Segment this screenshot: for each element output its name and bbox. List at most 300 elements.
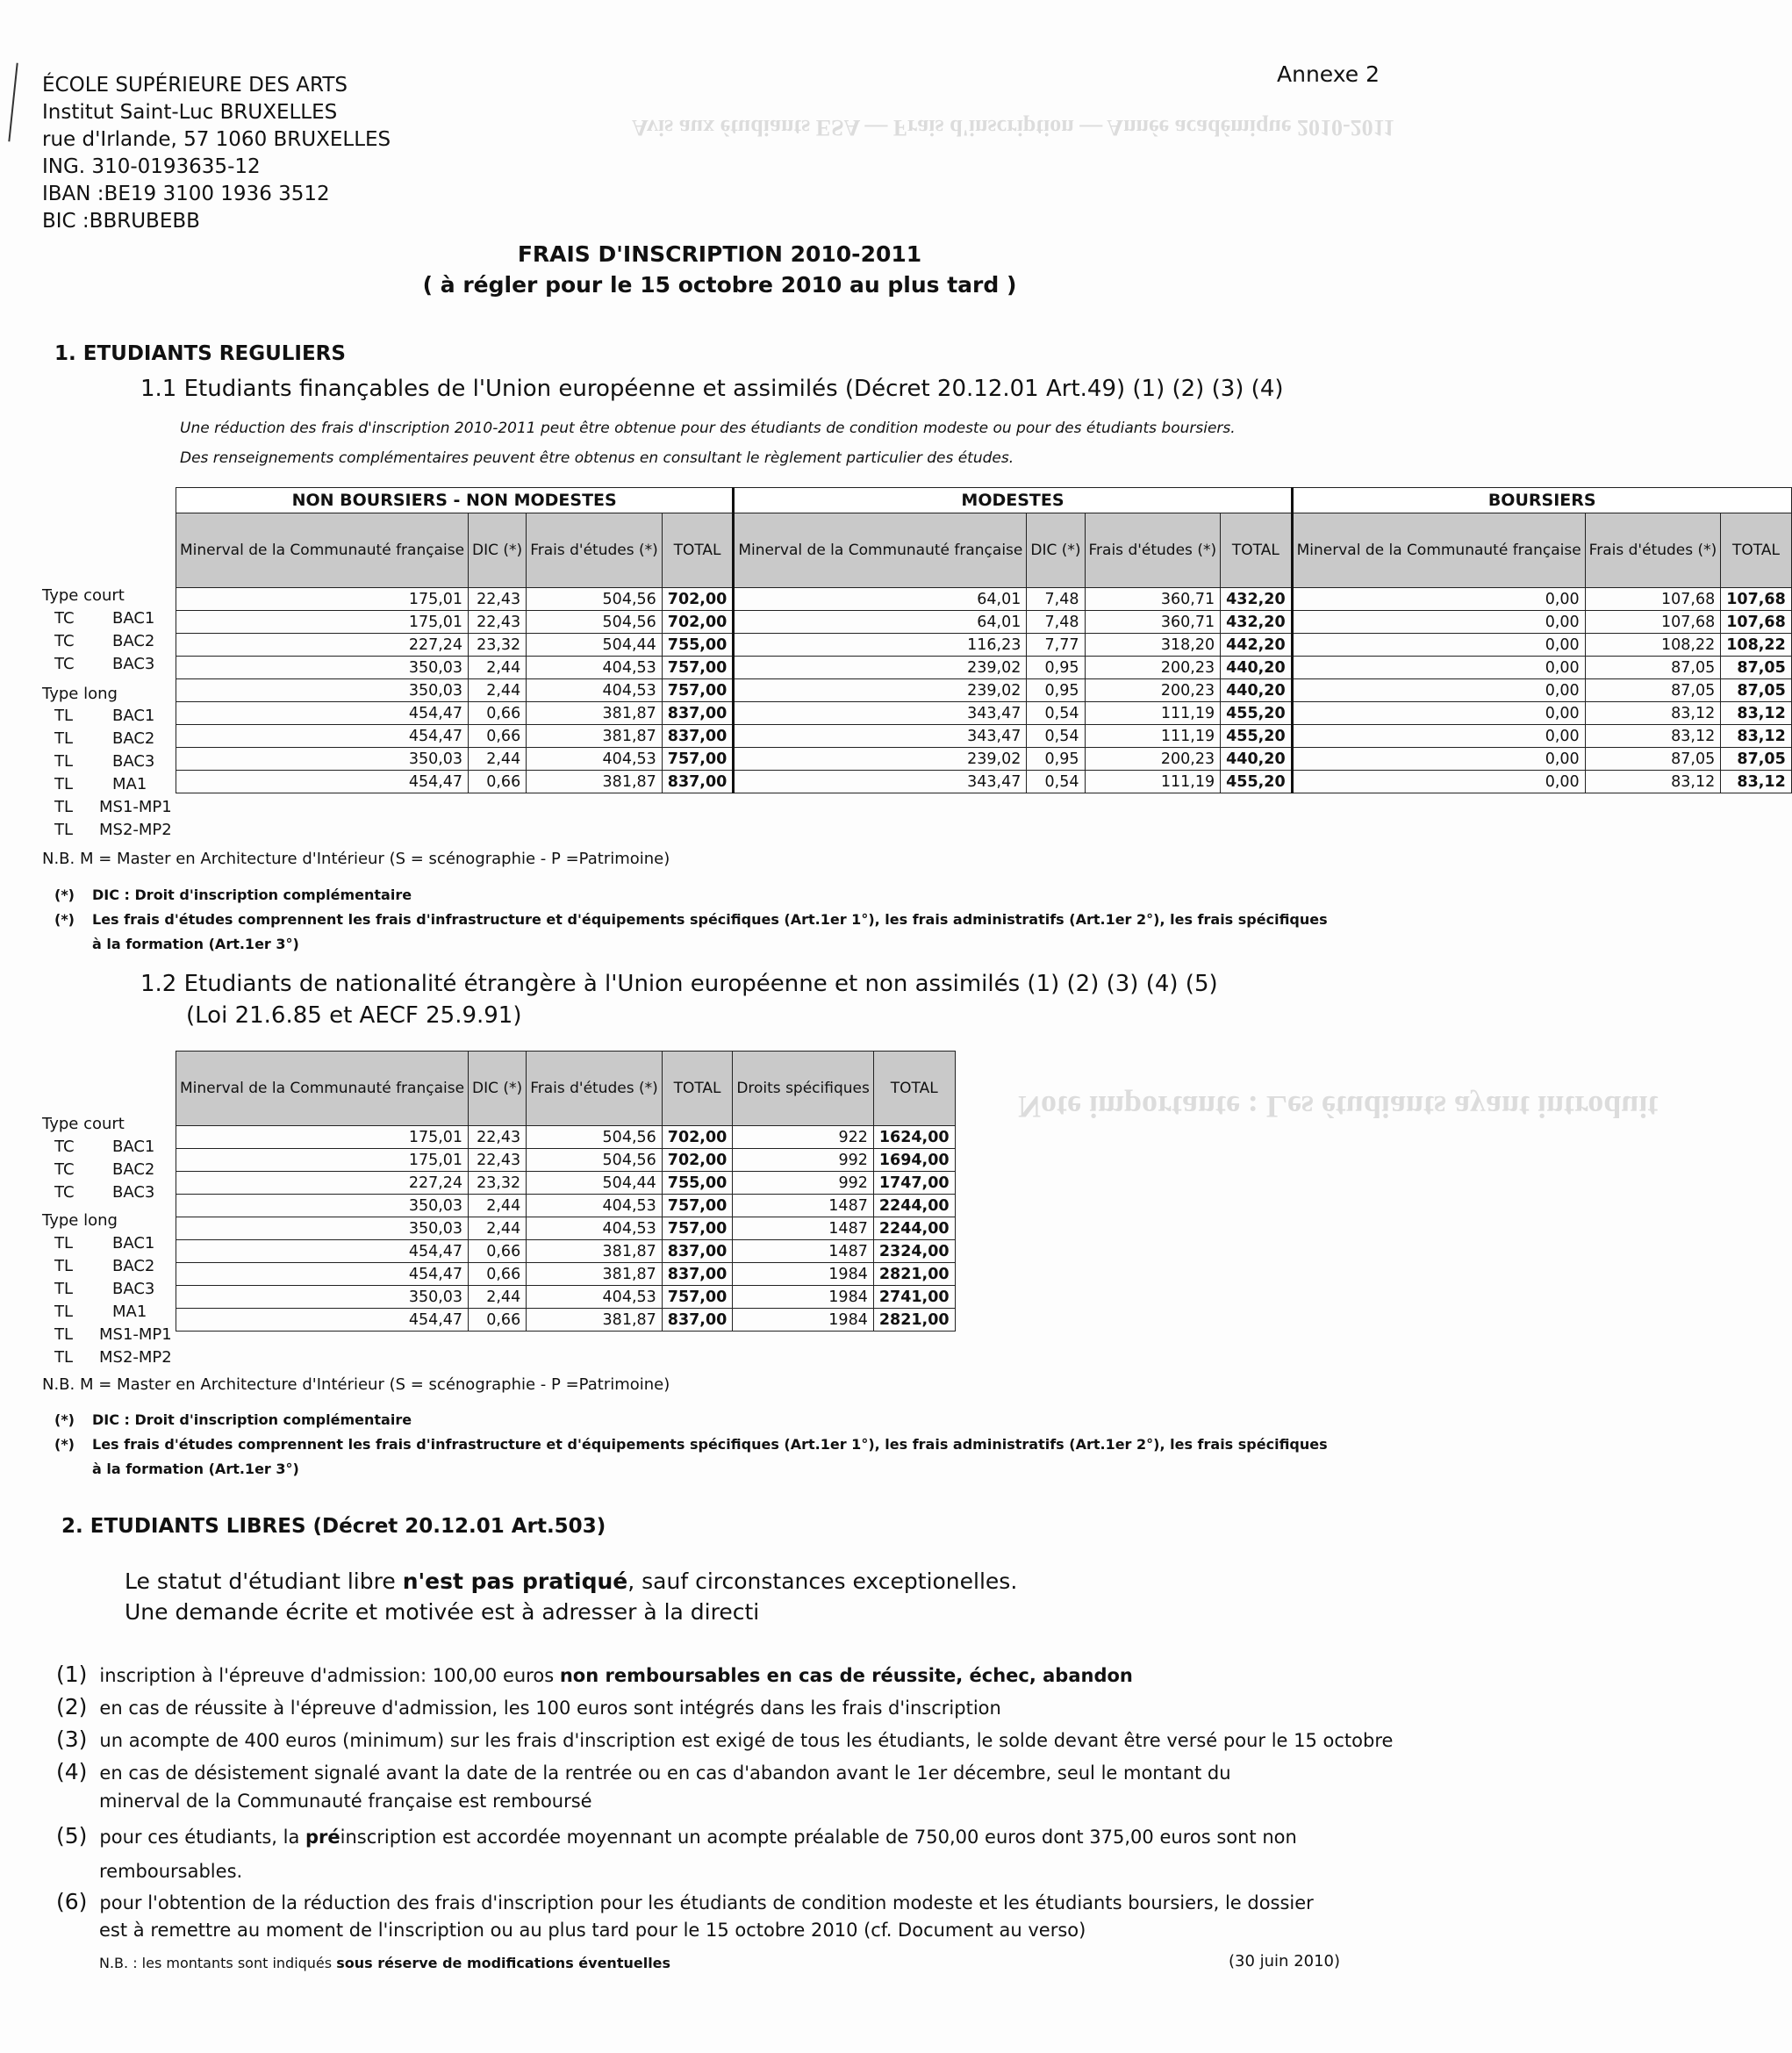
row-group-label: Type long (42, 685, 118, 703)
table-cell: 1984 (733, 1286, 874, 1309)
table-cell: 381,87 (527, 771, 663, 793)
address-line: IBAN :BE19 3100 1936 3512 (42, 183, 330, 205)
table-row (176, 725, 1792, 748)
table-cell: 755,00 (662, 1172, 733, 1195)
table-cell: 2741,00 (873, 1286, 955, 1309)
column-header: TOTAL (662, 513, 734, 588)
table-cell: 1984 (733, 1263, 874, 1286)
table-cell: 455,20 (1221, 771, 1293, 793)
footnote-bold: non remboursables en cas de réussite, échec, abandon (559, 1665, 1133, 1686)
table-cell: 87,05 (1721, 657, 1792, 679)
table-cell: 64,01 (734, 611, 1027, 634)
table-cell: 0,54 (1027, 771, 1085, 793)
table-cell: 23,32 (469, 634, 527, 657)
row-year-code: BAC3 (112, 1183, 155, 1202)
footnote-number: (3) (56, 1726, 88, 1752)
table-cell: 381,87 (527, 1309, 663, 1332)
row-year-code: BAC2 (112, 632, 155, 650)
table-cell: 0,54 (1027, 725, 1085, 748)
table-cell: 504,44 (527, 634, 663, 657)
table-cell: 837,00 (662, 1263, 733, 1286)
footnote-number: (4) (56, 1759, 88, 1784)
table-cell: 381,87 (527, 1263, 663, 1286)
footer-note (99, 1955, 670, 1971)
footer-note-text: N.B. : les montants sont indiqués (99, 1955, 337, 1971)
table-cell: 1487 (733, 1195, 874, 1217)
table-cell: 702,00 (662, 611, 734, 634)
row-type-code: TC (54, 632, 75, 650)
table-cell: 111,19 (1085, 725, 1221, 748)
table-cell: 454,47 (176, 725, 469, 748)
table-cell: 0,66 (469, 1240, 527, 1263)
table-cell: 239,02 (734, 679, 1027, 702)
column-header: Frais d'études (*) (527, 1052, 663, 1126)
section-title: 1. ETUDIANTS REGULIERS (54, 342, 346, 365)
nb-note: N.B. M = Master en Architecture d'Intérieur (S = scénographie - P =Patrimoine) (42, 850, 670, 868)
table-cell: 440,20 (1221, 657, 1293, 679)
table-cell: 404,53 (527, 1286, 663, 1309)
table-cell: 200,23 (1085, 679, 1221, 702)
footnote-number: (5) (56, 1823, 88, 1848)
table-cell: 83,12 (1585, 771, 1721, 793)
table-cell: 2,44 (469, 679, 527, 702)
frais-definition: Les frais d'études comprennent les frais d'infrastructure et d'équipements spécifiques (Art.1er 1°), les frais administratifs (Art.1er 2°), les frais spécifiques (92, 911, 1328, 928)
row-year-code: BAC2 (112, 1160, 155, 1179)
table-cell: 200,23 (1085, 748, 1221, 771)
table-cell: 504,56 (527, 1149, 663, 1172)
group-header: NON BOURSIERS - NON MODESTES (176, 488, 734, 513)
footer-note-bold: sous réserve de modifications éventuelles (336, 1955, 671, 1971)
table-cell: 2,44 (469, 657, 527, 679)
address-line: ING. 310-0193635-12 (42, 155, 261, 178)
table-cell: 1487 (733, 1217, 874, 1240)
table-cell: 454,47 (176, 1263, 469, 1286)
table-cell: 2,44 (469, 1286, 527, 1309)
column-header: Frais d'études (*) (527, 513, 663, 588)
table-cell: 755,00 (662, 634, 734, 657)
table-row (176, 679, 1792, 702)
table-cell: 381,87 (527, 702, 663, 725)
footnote-3 (56, 1726, 1393, 1752)
table-row (176, 748, 1792, 771)
column-header: DIC (*) (1027, 513, 1085, 588)
row-year-code: MA1 (112, 775, 147, 793)
table-cell: 0,00 (1292, 679, 1585, 702)
table-cell: 455,20 (1221, 702, 1293, 725)
table-cell: 757,00 (662, 1286, 733, 1309)
table-cell: 0,66 (469, 1263, 527, 1286)
table-cell: 200,23 (1085, 657, 1221, 679)
table-group-header-row (176, 488, 1792, 513)
table-cell: 0,00 (1292, 702, 1585, 725)
footnote-6 (56, 1889, 1314, 1914)
table-cell: 227,24 (176, 1172, 469, 1195)
table-cell: 0,00 (1292, 634, 1585, 657)
nb-note: N.B. M = Master en Architecture d'Intérieur (S = scénographie - P =Patrimoine) (42, 1375, 670, 1394)
row-type-code: TL (54, 821, 74, 839)
libre-emphasis: n'est pas pratiqué (402, 1568, 628, 1594)
table-cell: 0,95 (1027, 657, 1085, 679)
fees-table-eu (176, 487, 1792, 793)
table-cell: 837,00 (662, 702, 734, 725)
table-cell: 2,44 (469, 1195, 527, 1217)
footnote-text: un acompte de 400 euros (minimum) sur les frais d'inscription est exigé de tous les étudiants, le solde devant être versé pour le 15 octobre (99, 1730, 1394, 1751)
footnote-number: (2) (56, 1694, 88, 1719)
document-date: (30 juin 2010) (1229, 1952, 1341, 1970)
table-row (176, 1286, 956, 1309)
table-cell: 23,32 (469, 1172, 527, 1195)
table-cell: 837,00 (662, 1309, 733, 1332)
table-cell: 1694,00 (873, 1149, 955, 1172)
table-cell: 454,47 (176, 702, 469, 725)
table-cell: 0,00 (1292, 657, 1585, 679)
table-cell: 757,00 (662, 1195, 733, 1217)
table-cell: 87,05 (1585, 679, 1721, 702)
table-cell: 2821,00 (873, 1263, 955, 1286)
row-type-code: TC (54, 1138, 75, 1156)
footnote-mark: (*) (54, 887, 75, 903)
table-cell: 108,22 (1585, 634, 1721, 657)
table-cell: 702,00 (662, 588, 734, 611)
table-column-header-row (176, 1052, 956, 1126)
table-cell: 837,00 (662, 725, 734, 748)
row-type-code: TC (54, 1183, 75, 1202)
row-group-label: Type court (42, 586, 125, 605)
table-cell: 227,24 (176, 634, 469, 657)
footnote-5-cont: remboursables. (99, 1861, 243, 1882)
table-row (176, 1195, 956, 1217)
dic-definition: DIC : Droit d'inscription complémentaire (92, 887, 412, 903)
libre-text: , sauf circonstances exceptionelles. (627, 1568, 1018, 1594)
group-header: MODESTES (734, 488, 1292, 513)
row-type-code: TL (54, 798, 74, 816)
table-row (176, 588, 1792, 611)
table-cell: 440,20 (1221, 748, 1293, 771)
table-row (176, 1263, 956, 1286)
table-cell: 454,47 (176, 1240, 469, 1263)
table-row (176, 702, 1792, 725)
table-cell: 239,02 (734, 748, 1027, 771)
row-year-code: MS2-MP2 (99, 821, 172, 839)
table-cell: 83,12 (1721, 702, 1792, 725)
table-cell: 83,12 (1721, 725, 1792, 748)
page-subtitle: ( à régler pour le 15 octobre 2010 au plus tard ) (422, 272, 1017, 298)
table-cell: 2821,00 (873, 1309, 955, 1332)
table-cell: 992 (733, 1149, 874, 1172)
footnote-number: (6) (56, 1889, 88, 1914)
address-line: Institut Saint-Luc BRUXELLES (42, 101, 338, 124)
table-column-header-row (176, 513, 1792, 588)
column-header: Frais d'études (*) (1085, 513, 1221, 588)
note-line: Une réduction des frais d'inscription 2010-2011 peut être obtenue pour des étudiants de condition modeste ou pour des étudiants boursiers. (180, 420, 1236, 437)
note-line: Des renseignements complémentaires peuvent être obtenus en consultant le règlement particulier des études. (180, 449, 1014, 467)
table-cell: 455,20 (1221, 725, 1293, 748)
libre-statement (125, 1568, 1017, 1594)
row-type-code: TL (54, 1280, 74, 1298)
table-cell: 350,03 (176, 1195, 469, 1217)
table-cell: 440,20 (1221, 679, 1293, 702)
table-cell: 404,53 (527, 1195, 663, 1217)
table-cell: 22,43 (469, 588, 527, 611)
table-cell: 442,20 (1221, 634, 1293, 657)
table-cell: 0,00 (1292, 771, 1585, 793)
footnote-4-cont: minerval de la Communauté française est remboursé (99, 1791, 592, 1812)
libre-request: Une demande écrite et motivée est à adresser à la directi (125, 1599, 760, 1625)
row-type-code: TL (54, 1325, 74, 1344)
column-header: DIC (*) (469, 1052, 527, 1126)
row-year-code: BAC3 (112, 1280, 155, 1298)
table-row (176, 1217, 956, 1240)
table-cell: 0,66 (469, 771, 527, 793)
frais-definition-cont: à la formation (Art.1er 3°) (92, 936, 299, 952)
row-year-code: BAC1 (112, 1234, 155, 1253)
column-header: Droits spécifiques (733, 1052, 874, 1126)
table-cell: 504,44 (527, 1172, 663, 1195)
table-cell: 83,12 (1585, 725, 1721, 748)
table-cell: 702,00 (662, 1149, 733, 1172)
address-line: BIC :BBRUBEBB (42, 210, 200, 233)
table-cell: 175,01 (176, 1126, 469, 1149)
table-cell: 432,20 (1221, 588, 1293, 611)
row-type-code: TL (54, 1348, 74, 1367)
column-header: DIC (*) (469, 513, 527, 588)
row-year-code: BAC1 (112, 707, 155, 725)
table-cell: 404,53 (527, 679, 663, 702)
table-cell: 22,43 (469, 1149, 527, 1172)
table-cell: 83,12 (1721, 771, 1792, 793)
row-type-code: TC (54, 655, 75, 673)
table-row (176, 634, 1792, 657)
table-cell: 757,00 (662, 1217, 733, 1240)
table-cell: 87,05 (1721, 679, 1792, 702)
table-cell: 837,00 (662, 1240, 733, 1263)
table-cell: 111,19 (1085, 702, 1221, 725)
table-cell: 504,56 (527, 611, 663, 634)
table-cell: 0,00 (1292, 748, 1585, 771)
column-header: Frais d'études (*) (1585, 513, 1721, 588)
row-year-code: BAC1 (112, 609, 155, 628)
table-cell: 454,47 (176, 1309, 469, 1332)
table-cell: 757,00 (662, 657, 734, 679)
row-type-code: TL (54, 752, 74, 771)
table-cell: 0,95 (1027, 679, 1085, 702)
row-year-code: BAC3 (112, 752, 155, 771)
table-cell: 757,00 (662, 679, 734, 702)
row-type-code: TC (54, 609, 75, 628)
footnote-text: pour ces étudiants, la (99, 1827, 306, 1848)
table-cell: 111,19 (1085, 771, 1221, 793)
table-cell: 1487 (733, 1240, 874, 1263)
row-type-code: TL (54, 775, 74, 793)
footnote-text: pour l'obtention de la réduction des frais d'inscription pour les étudiants de condition modeste et les étudiants boursiers, le dossier (99, 1892, 1314, 1913)
table-cell: 922 (733, 1126, 874, 1149)
table-cell: 239,02 (734, 657, 1027, 679)
table-row (176, 1172, 956, 1195)
table-cell: 350,03 (176, 679, 469, 702)
table-cell: 702,00 (662, 1126, 733, 1149)
table-cell: 1747,00 (873, 1172, 955, 1195)
table-cell: 107,68 (1585, 611, 1721, 634)
table-cell: 350,03 (176, 748, 469, 771)
table-cell: 504,56 (527, 588, 663, 611)
column-header: TOTAL (1721, 513, 1792, 588)
table-cell: 350,03 (176, 1217, 469, 1240)
footnote-4 (56, 1759, 1231, 1784)
footnote-mark: (*) (54, 911, 75, 928)
group-header: BOURSIERS (1292, 488, 1791, 513)
table-cell: 404,53 (527, 1217, 663, 1240)
table-cell: 2244,00 (873, 1217, 955, 1240)
table-cell: 0,66 (469, 1309, 527, 1332)
column-header: TOTAL (1221, 513, 1293, 588)
table-cell: 360,71 (1085, 611, 1221, 634)
table-cell: 107,68 (1721, 611, 1792, 634)
dic-definition: DIC : Droit d'inscription complémentaire (92, 1411, 412, 1428)
column-header: Minerval de la Communauté française (176, 513, 469, 588)
footnote-6-cont: est à remettre au moment de l'inscription ou au plus tard pour le 15 octobre 2010 (cf. Document au verso) (99, 1920, 1086, 1941)
table-cell: 87,05 (1585, 657, 1721, 679)
table-cell: 350,03 (176, 1286, 469, 1309)
table-cell: 175,01 (176, 1149, 469, 1172)
row-year-code: MS2-MP2 (99, 1348, 172, 1367)
row-year-code: MS1-MP1 (99, 1325, 172, 1344)
show-through-text: Note importante : Les étudiants ayant introduit (1018, 1089, 1659, 1124)
row-year-code: BAC2 (112, 1257, 155, 1275)
table-cell: 7,77 (1027, 634, 1085, 657)
footnote-text: inscription est accordée moyennant un acompte préalable de 750,00 euros dont 375,00 euros sont non (340, 1827, 1297, 1848)
row-type-code: TL (54, 1234, 74, 1253)
footnote-2 (56, 1694, 1001, 1719)
row-type-code: TL (54, 1257, 74, 1275)
table-cell: 2324,00 (873, 1240, 955, 1263)
footnote-text: inscription à l'épreuve d'admission: 100,00 euros (99, 1665, 560, 1686)
table-cell: 175,01 (176, 611, 469, 634)
table-row (176, 1126, 956, 1149)
table-cell: 0,66 (469, 725, 527, 748)
table-cell: 504,56 (527, 1126, 663, 1149)
address-line: ÉCOLE SUPÉRIEURE DES ARTS (42, 74, 348, 97)
table-cell: 87,05 (1721, 748, 1792, 771)
row-year-code: BAC2 (112, 729, 155, 748)
table-cell: 343,47 (734, 771, 1027, 793)
footnote-5 (56, 1823, 1297, 1848)
table-row (176, 1309, 956, 1332)
table-cell: 757,00 (662, 748, 734, 771)
show-through-text: Avis aux étudiants ESA — Frais d'inscription — Année académique 2010-2011 (632, 115, 1395, 140)
table-cell: 107,68 (1585, 588, 1721, 611)
page-title: FRAIS D'INSCRIPTION 2010-2011 (517, 241, 922, 267)
footnote-text: en cas de réussite à l'épreuve d'admission, les 100 euros sont intégrés dans les frais d'inscription (99, 1698, 1001, 1719)
table-cell: 0,95 (1027, 748, 1085, 771)
table-cell: 360,71 (1085, 588, 1221, 611)
fees-table-non-eu (176, 1051, 956, 1332)
table-cell: 343,47 (734, 725, 1027, 748)
footnote-text: en cas de désistement signalé avant la date de la rentrée ou en cas d'abandon avant le 1er décembre, seul le montant du (99, 1762, 1231, 1784)
table-cell: 107,68 (1721, 588, 1792, 611)
table-cell: 0,66 (469, 702, 527, 725)
table-cell: 175,01 (176, 588, 469, 611)
table-cell: 2,44 (469, 1217, 527, 1240)
footnote-mark: (*) (54, 1436, 75, 1453)
table-cell: 1984 (733, 1309, 874, 1332)
table-cell: 22,43 (469, 611, 527, 634)
table-cell: 318,20 (1085, 634, 1221, 657)
table-cell: 7,48 (1027, 611, 1085, 634)
table-cell: 381,87 (527, 725, 663, 748)
table-cell: 381,87 (527, 1240, 663, 1263)
table-cell: 116,23 (734, 634, 1027, 657)
subsection-title: 1.1 Etudiants finançables de l'Union européenne et assimilés (Décret 20.12.01 Art.49) (1) (2) (3) (4) (140, 376, 1284, 402)
table-cell: 343,47 (734, 702, 1027, 725)
margin-mark (8, 63, 26, 143)
school-address-block (42, 72, 391, 235)
table-cell: 64,01 (734, 588, 1027, 611)
table-cell: 83,12 (1585, 702, 1721, 725)
table-cell: 22,43 (469, 1126, 527, 1149)
table-cell: 404,53 (527, 657, 663, 679)
footnote-bold: pré (305, 1827, 340, 1848)
annexe-label: Annexe 2 (1277, 61, 1380, 87)
column-header: TOTAL (873, 1052, 955, 1126)
table-cell: 1624,00 (873, 1126, 955, 1149)
footnote-number: (1) (56, 1662, 88, 1687)
section-title: 2. ETUDIANTS LIBRES (Décret 20.12.01 Art.503) (61, 1515, 606, 1538)
table-cell: 837,00 (662, 771, 734, 793)
column-header: Minerval de la Communauté française (734, 513, 1027, 588)
column-header: Minerval de la Communauté française (1292, 513, 1585, 588)
row-type-code: TC (54, 1160, 75, 1179)
table-row (176, 1149, 956, 1172)
row-type-code: TL (54, 729, 74, 748)
table-cell: 0,00 (1292, 725, 1585, 748)
libre-text: Le statut d'étudiant libre (125, 1568, 403, 1594)
table-cell: 7,48 (1027, 588, 1085, 611)
table-cell: 2,44 (469, 748, 527, 771)
column-header: Minerval de la Communauté française (176, 1052, 469, 1126)
table-cell: 2244,00 (873, 1195, 955, 1217)
table-cell: 432,20 (1221, 611, 1293, 634)
table-row (176, 611, 1792, 634)
table-cell: 87,05 (1585, 748, 1721, 771)
address-line: rue d'Irlande, 57 1060 BRUXELLES (42, 128, 391, 151)
table-cell: 0,00 (1292, 611, 1585, 634)
table-cell: 0,00 (1292, 588, 1585, 611)
row-group-label: Type court (42, 1115, 125, 1133)
table-cell: 992 (733, 1172, 874, 1195)
subsection-title: 1.2 Etudiants de nationalité étrangère à l'Union européenne et non assimilés (1) (2) (3) (4) (5) (140, 971, 1218, 997)
footnote-1 (56, 1662, 1133, 1687)
table-cell: 0,54 (1027, 702, 1085, 725)
row-year-code: MS1-MP1 (99, 798, 172, 816)
row-year-code: BAC1 (112, 1138, 155, 1156)
column-header: TOTAL (662, 1052, 733, 1126)
frais-definition-cont: à la formation (Art.1er 3°) (92, 1461, 299, 1477)
table-cell: 108,22 (1721, 634, 1792, 657)
table-cell: 454,47 (176, 771, 469, 793)
table-cell: 350,03 (176, 657, 469, 679)
row-type-code: TL (54, 1303, 74, 1321)
table-row (176, 657, 1792, 679)
table-cell: 404,53 (527, 748, 663, 771)
row-year-code: MA1 (112, 1303, 147, 1321)
frais-definition: Les frais d'études comprennent les frais d'infrastructure et d'équipements spécifiques (Art.1er 1°), les frais administratifs (Art.1er 2°), les frais spécifiques (92, 1436, 1328, 1453)
table-row (176, 1240, 956, 1263)
subsection-title-cont: (Loi 21.6.85 et AECF 25.9.91) (186, 1002, 522, 1029)
row-group-label: Type long (42, 1211, 118, 1230)
row-year-code: BAC3 (112, 655, 155, 673)
table-row (176, 771, 1792, 793)
row-type-code: TL (54, 707, 74, 725)
